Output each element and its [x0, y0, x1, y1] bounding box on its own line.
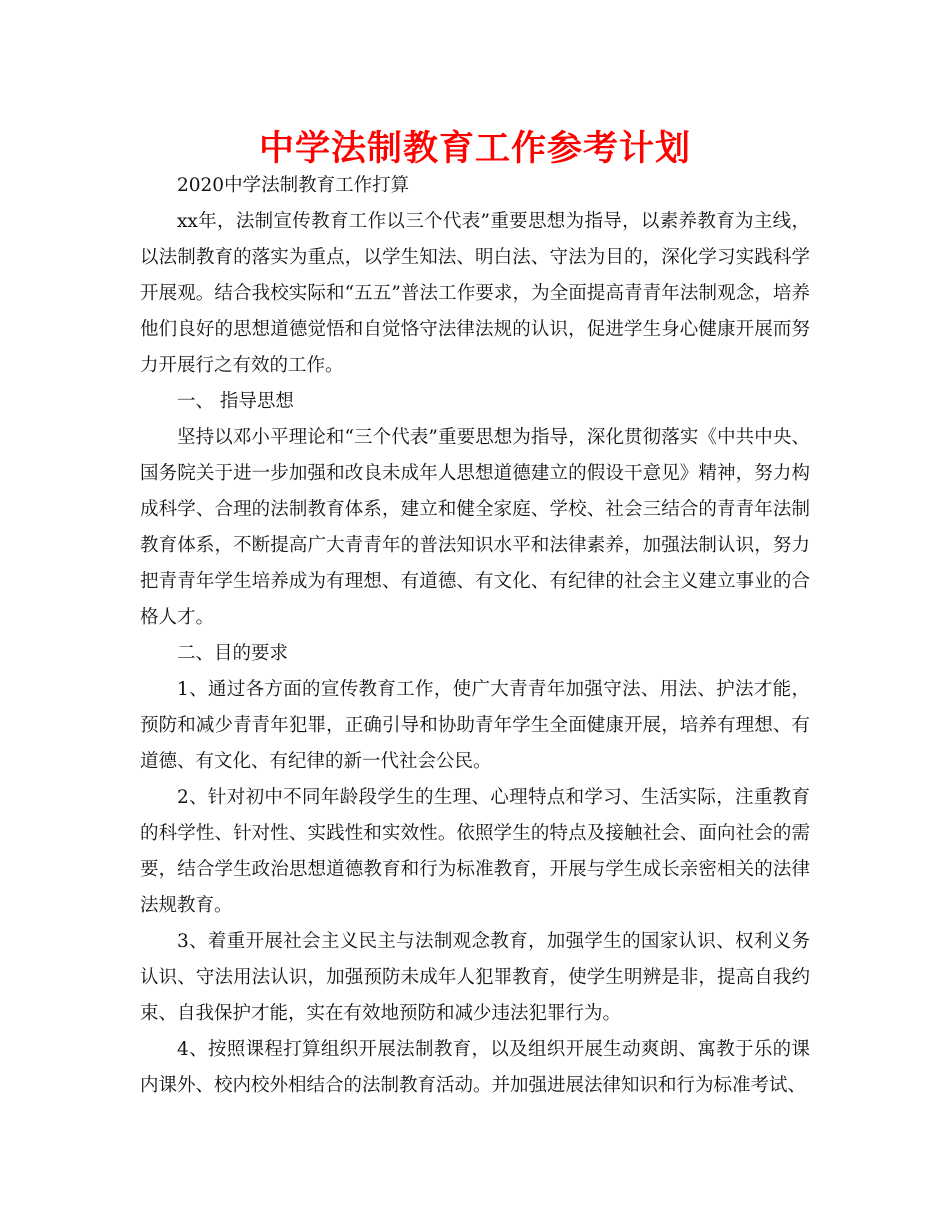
section-heading-guiding-thought: 一、 指导思想 [177, 391, 294, 412]
paragraph-intro: xx年，法制宣传教育工作以三个代表”重要思想为指导，以素养教育为主线，以法制教育的落实为重点，以学生知法、明白法、守法为目的，深化学习实践科学开展观。结合我校实际和“五五”普法工作要求，为全面提高青青年法制观念，培养他们良好的思想道德觉悟和自觉恪守法律法规的认识，促进学生身心健康开展而努力开展行之有效的工作。 [140, 211, 810, 376]
paragraph-goal-1: 1、通过各方面的宣传教育工作，使广大青青年加强守法、用法、护法才能，预防和减少青青年犯罪，正确引导和协助青年学生全面健康开展，培养有理想、有道德、有文化、有纪律的新一代社会公民。 [140, 679, 810, 772]
paragraph-goal-2: 2、针对初中不同年龄段学生的生理、心理特点和学习、生活实际，注重教育的科学性、针对性、实践性和实效性。依照学生的特点及接触社会、面向社会的需要，结合学生政治思想道德教育和行为标准教育，开展与学生成长亲密相关的法律法规教育。 [140, 787, 810, 916]
document-title: 中学法制教育工作参考计划 [258, 129, 691, 169]
paragraph-subtitle: 2020中学法制教育工作打算 [177, 175, 410, 196]
paragraph-goal-4: 4、按照课程打算组织开展法制教育，以及组织开展生动爽朗、寓教于乐的课内课外、校内校外相结合的法制教育活动。并加强进展法律知识和行为标准考试、 [140, 1039, 810, 1096]
paragraph-goal-3: 3、着重开展社会主义民主与法制观念教育，加强学生的国家认识、权利义务认识、守法用法认识，加强预防未成年人犯罪教育，使学生明辨是非，提高自我约束、自我保护才能，实在有效地预防和减少违法犯罪行为。 [140, 931, 810, 1024]
document-body [140, 168, 810, 1104]
paragraph-guiding-thought: 坚持以邓小平理论和“三个代表”重要思想为指导，深化贯彻落实《中共中央、国务院关于进一步加强和改良未成年人思想道德建立的假设干意见》精神，努力构成科学、合理的法制教育体系，建立和健全家庭、学校、社会三结合的青青年法制教育体系，不断提高广大青青年的普法知识水平和法律素养，加强法制认识，努力把青青年学生培养成为有理想、有道德、有文化、有纪律的社会主义建立事业的合格人才。 [140, 427, 810, 628]
section-heading-goals: 二、目的要求 [177, 643, 289, 664]
